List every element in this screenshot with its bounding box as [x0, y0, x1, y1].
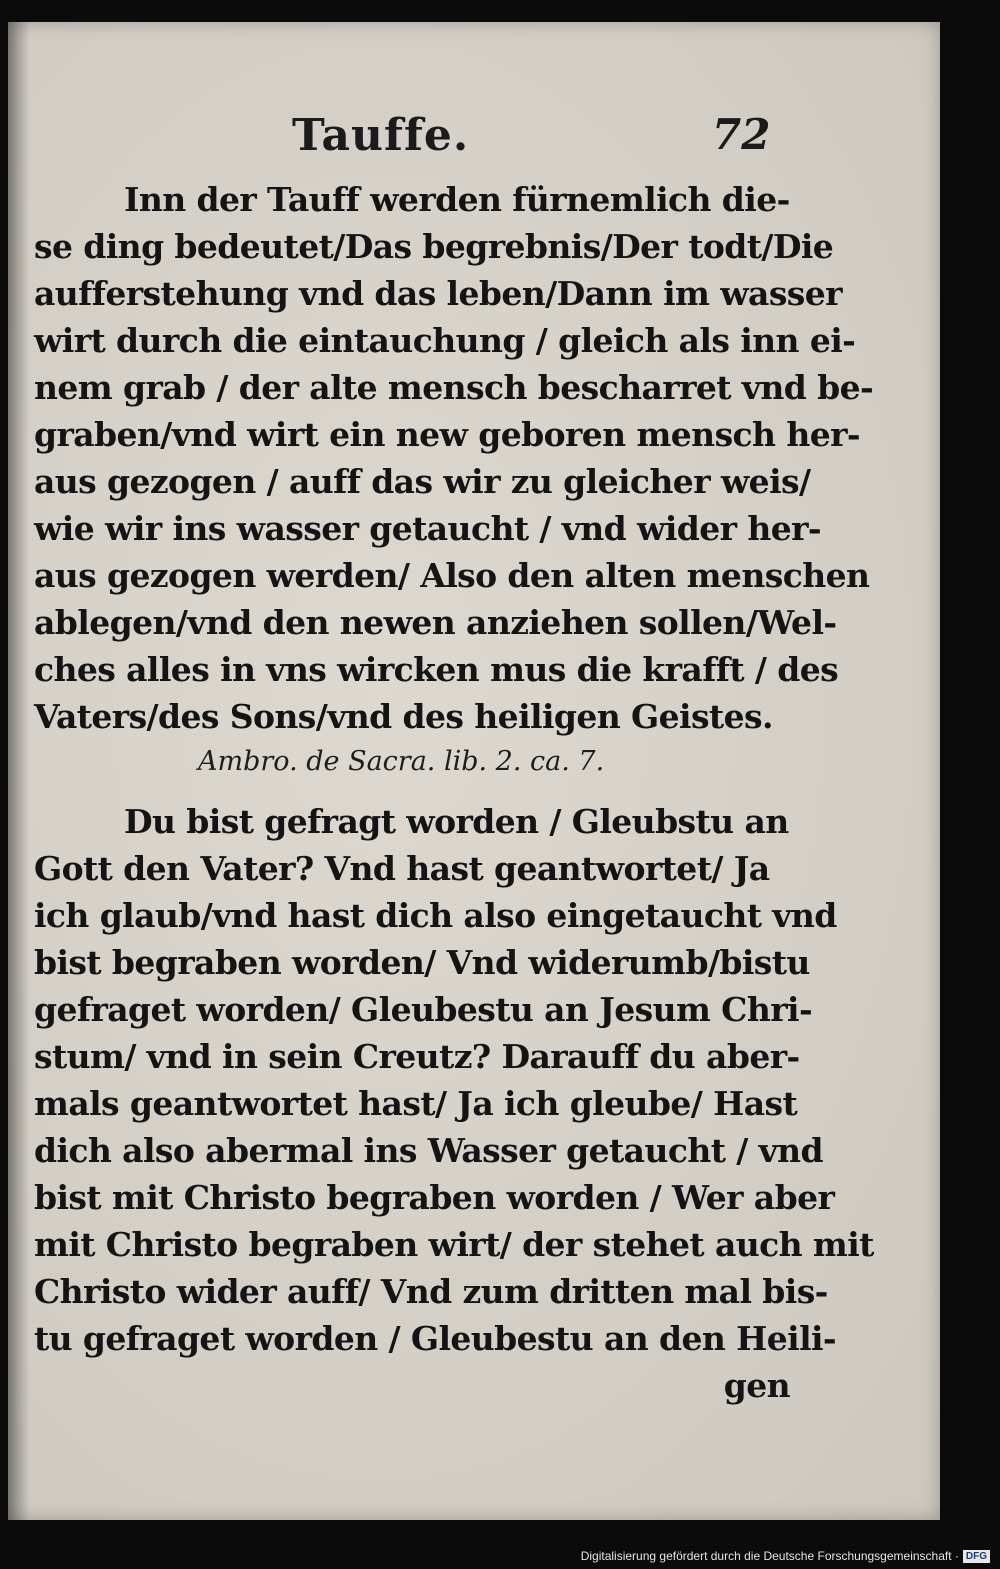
text-line: aufferstehung vnd das leben/Dann im wasser [34, 274, 842, 313]
text-line: Gott den Vater? Vnd hast geantwortet/ Ja [34, 849, 770, 888]
catchword: gen [723, 1366, 790, 1405]
text-line: ich glaub/vnd hast dich also eingetaucht vnd [34, 896, 837, 935]
digitization-credit [581, 1549, 990, 1563]
running-head: Tauffe. [292, 110, 470, 161]
text-line: bist mit Christo begraben worden / Wer aber [34, 1178, 835, 1217]
text-line: mit Christo begraben wirt/ der stehet auch mit [34, 1225, 874, 1264]
text-line: wie wir ins wasser getaucht / vnd wider her- [34, 509, 821, 548]
text-line: Vaters/des Sons/vnd des heiligen Geistes. [34, 697, 773, 736]
page-gutter-shadow [8, 22, 30, 1520]
text-line: se ding bedeutet/Das begrebnis/Der todt/Die [34, 227, 834, 266]
text-line: wirt durch die eintauchung / gleich als inn ei- [34, 321, 856, 360]
paragraph-1 [34, 176, 874, 740]
citation-heading: Ambro. de Sacra. lib. 2. ca. 7. [198, 746, 605, 777]
text-line: tu gefraget worden / Gleubestu an den Heili- [34, 1319, 837, 1358]
text-line: graben/vnd wirt ein new geboren mensch her- [34, 415, 860, 454]
credit-text: Digitalisierung gefördert durch die Deutsche Forschungsgemeinschaft · [580, 1549, 959, 1563]
text-line: aus gezogen / auff das wir zu gleicher weis/ [34, 462, 811, 501]
text-line: nem grab / der alte mensch bescharret vnd be- [34, 368, 874, 407]
book-page [8, 22, 940, 1520]
dfg-logo: DFG [963, 1550, 990, 1563]
text-line: Inn der Tauff werden fürnemlich die- [124, 180, 790, 219]
text-line: Christo wider auff/ Vnd zum dritten mal bis- [34, 1272, 828, 1311]
text-line: ablegen/vnd den newen anziehen sollen/Wel- [34, 603, 837, 642]
text-line: Du bist gefragt worden / Gleubstu an [124, 802, 789, 841]
text-line: gefraget worden/ Gleubestu an Jesum Chri- [34, 990, 813, 1029]
text-line: ches alles in vns wircken mus die krafft / des [34, 650, 839, 689]
page-number: 72 [712, 110, 771, 159]
text-line: mals geantwortet hast/ Ja ich gleube/ Hast [34, 1084, 798, 1123]
text-line: bist begraben worden/ Vnd widerumb/bistu [34, 943, 810, 982]
text-line: dich also abermal ins Wasser getaucht / vnd [34, 1131, 824, 1170]
text-line: aus gezogen werden/ Also den alten menschen [34, 556, 870, 595]
text-line: stum/ vnd in sein Creutz? Darauff du aber- [34, 1037, 800, 1076]
paragraph-2 [34, 798, 874, 1409]
